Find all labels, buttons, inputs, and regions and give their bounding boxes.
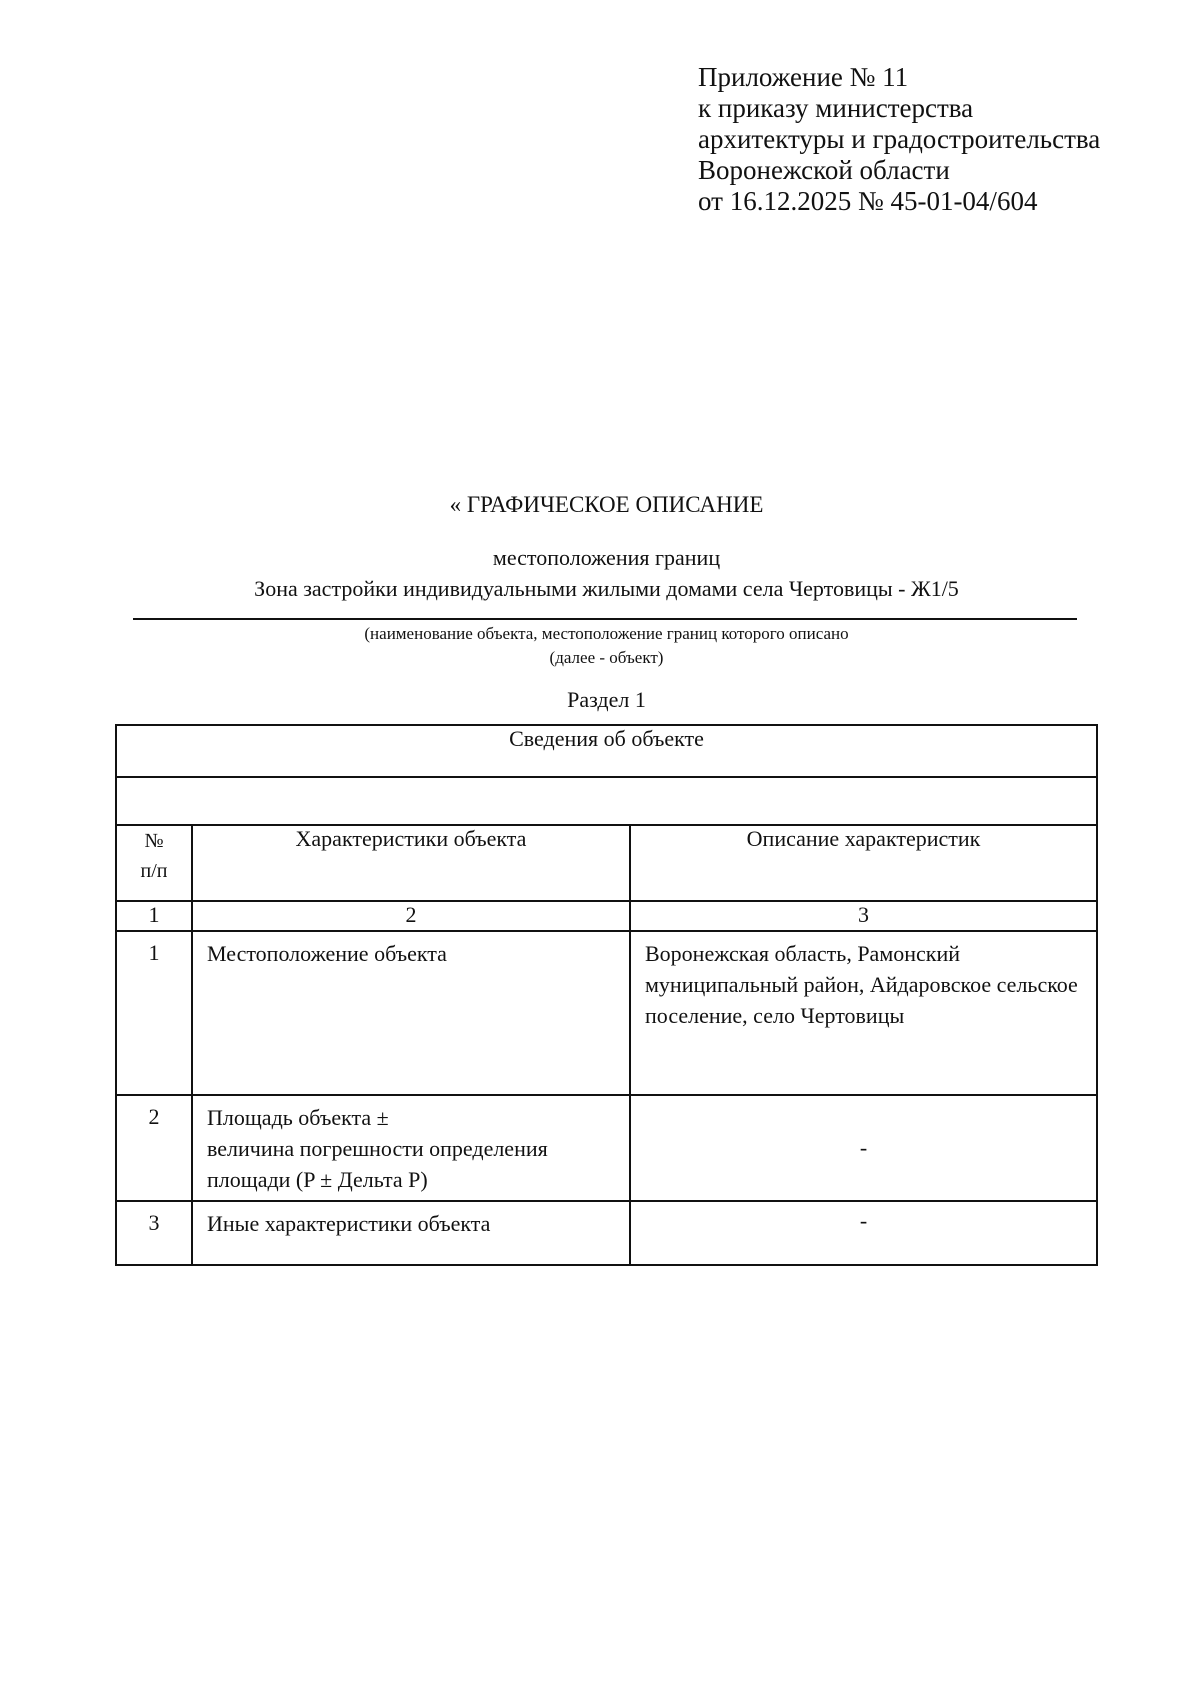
- caption-note: (наименование объекта, местоположение границ которого описано: [364, 624, 849, 643]
- column-header-row: [116, 825, 1097, 901]
- col-index-1: 1: [116, 901, 192, 931]
- row-description: -: [630, 1095, 1097, 1201]
- table-row: [116, 1201, 1097, 1265]
- table-row: [116, 931, 1097, 1095]
- appendix-line-2: к приказу министерства: [698, 93, 974, 123]
- row-characteristic-line1: Площадь объекта ±: [207, 1105, 389, 1130]
- col-header-characteristics: Характеристики объекта: [192, 825, 630, 901]
- row-number: 2: [116, 1095, 192, 1201]
- row-characteristic: Иные характеристики объекта: [192, 1201, 630, 1265]
- object-info-table: [115, 724, 1098, 1266]
- object-name: Зона застройки индивидуальными жилыми домами села Чертовицы - Ж1/5: [254, 576, 959, 601]
- row-characteristic-line2: величина погрешности определения: [207, 1136, 548, 1161]
- table-empty-row: [116, 777, 1097, 825]
- row-description: -: [630, 1201, 1097, 1265]
- column-index-row: [116, 901, 1097, 931]
- document-subtitle: местоположения границ: [492, 545, 721, 570]
- appendix-line-3: архитектуры и градостроительства: [698, 124, 1101, 154]
- divider-line: [133, 618, 1077, 620]
- table-header: Сведения об объекте: [116, 725, 1097, 777]
- row-characteristic: Местоположение объекта: [192, 931, 630, 1095]
- empty-cell: [116, 777, 1097, 825]
- document-title: « ГРАФИЧЕСКОЕ ОПИСАНИЕ: [449, 492, 764, 517]
- row-number: 1: [116, 931, 192, 1095]
- col-index-2: 2: [192, 901, 630, 931]
- col-header-num: [116, 825, 192, 901]
- row-number: 3: [116, 1201, 192, 1265]
- col-header-description: Описание характеристик: [630, 825, 1097, 901]
- table-row: [116, 1095, 1097, 1201]
- appendix-block: [698, 62, 1100, 217]
- col-index-3: 3: [630, 901, 1097, 931]
- appendix-line-5: от 16.12.2025 № 45-01-04/604: [698, 186, 1038, 216]
- row-characteristic-line3: площади (P ± Дельта P): [207, 1167, 428, 1192]
- table-header-row: [116, 725, 1097, 777]
- section-heading: Раздел 1: [567, 687, 646, 712]
- appendix-line-1: Приложение № 11: [698, 62, 909, 92]
- appendix-line-4: Воронежской области: [698, 155, 950, 185]
- col-header-num-line1: №: [144, 830, 164, 852]
- caption-note-continued: (далее - объект): [549, 648, 664, 667]
- col-header-num-line2: п/п: [140, 860, 168, 882]
- row-description: Воронежская область, Рамонский муниципальный район, Айдаровское сельское поселение, село Чертовицы: [630, 931, 1097, 1095]
- row-characteristic: [192, 1095, 630, 1201]
